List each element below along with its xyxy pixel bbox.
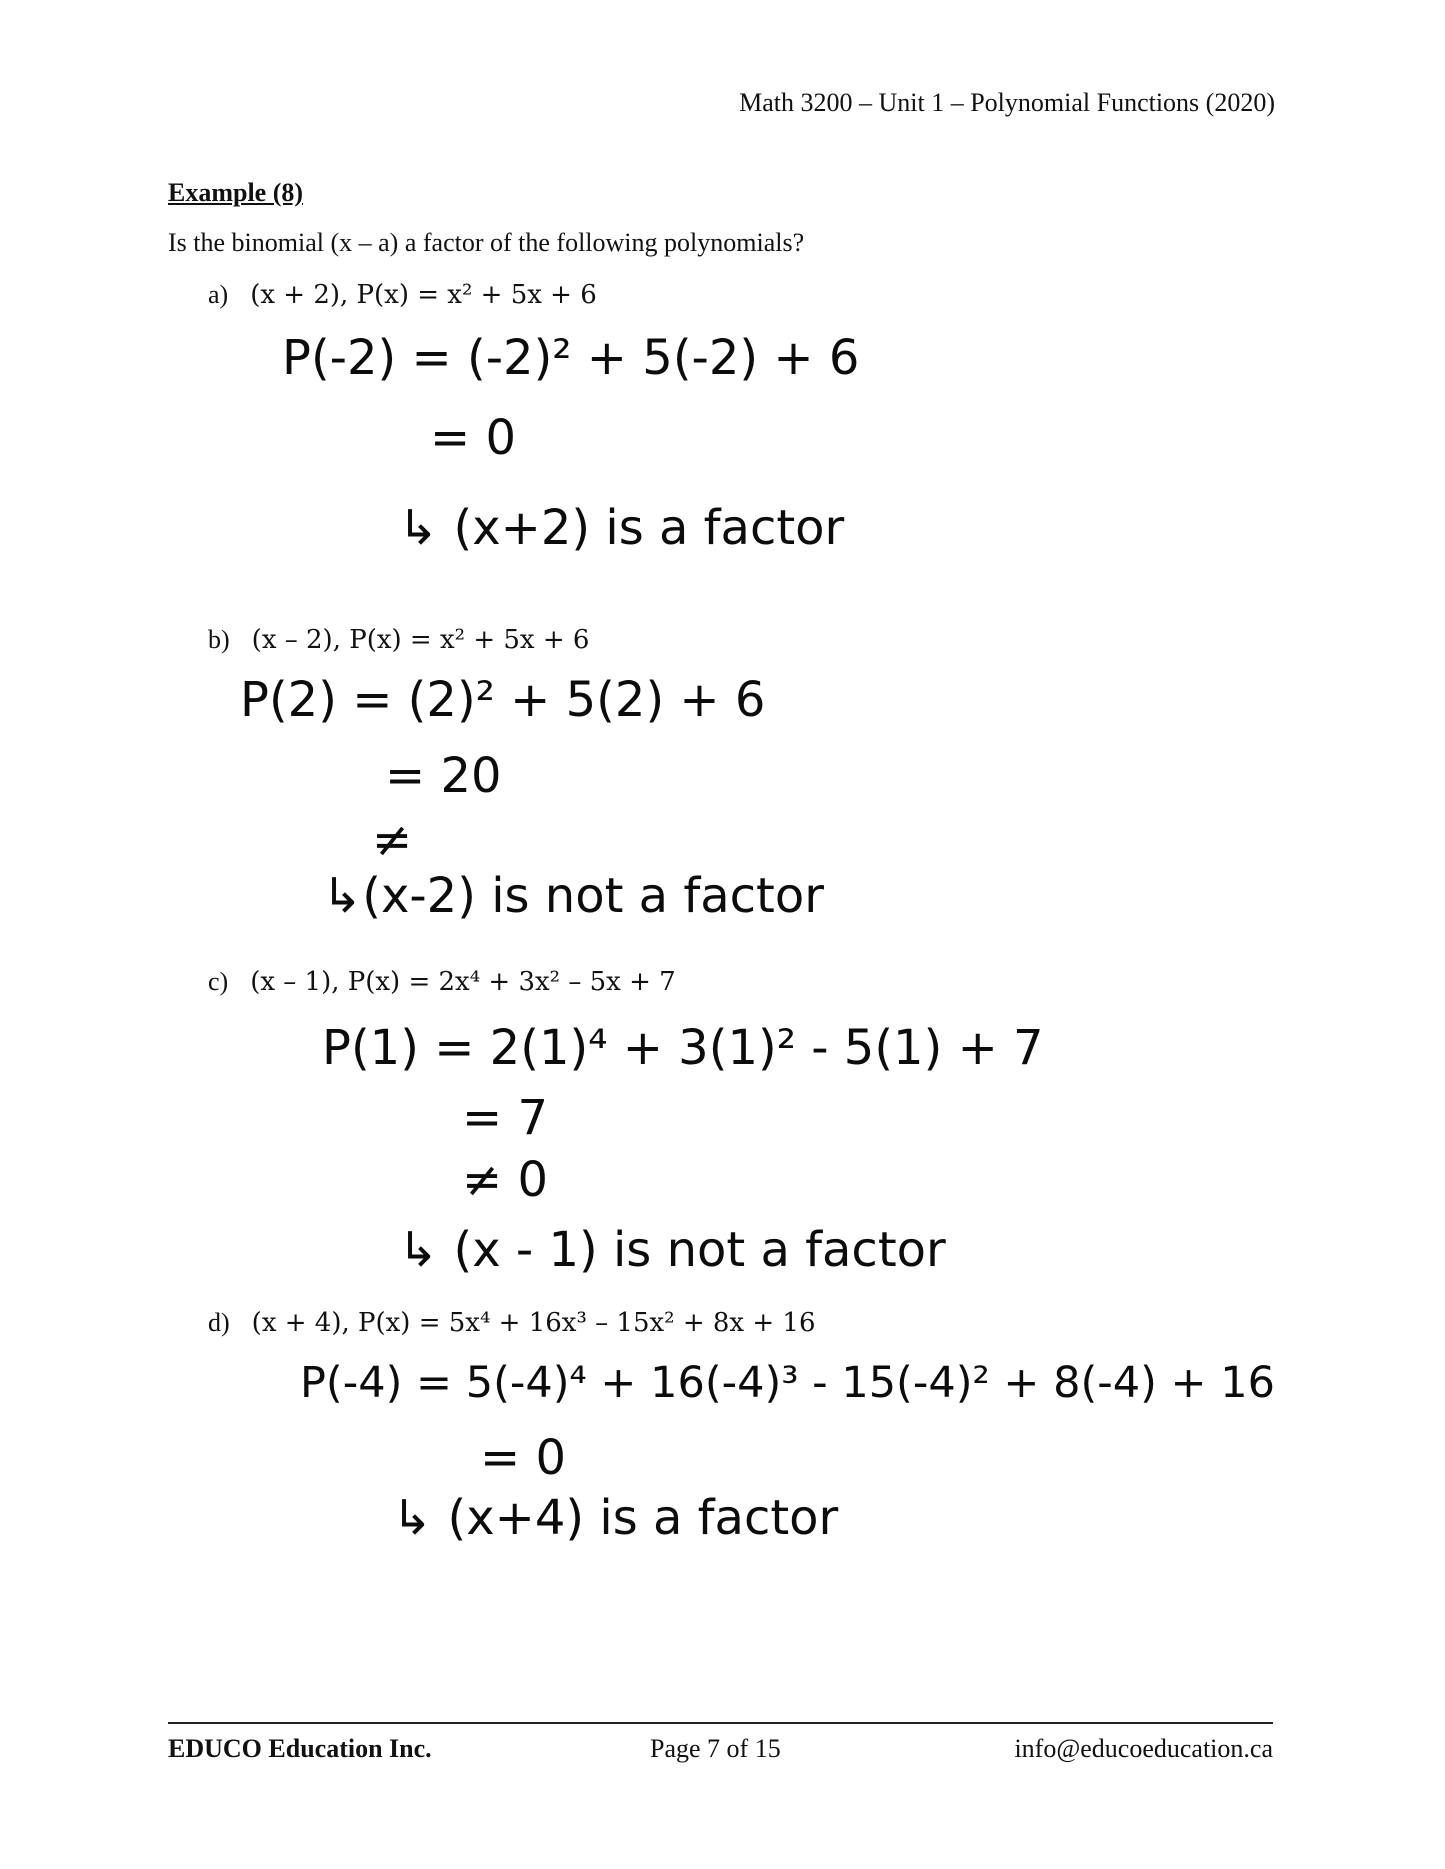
- part-b-work-line-2: = 20: [385, 748, 502, 804]
- footer-company: EDUCO Education Inc.: [168, 1734, 432, 1763]
- part-c-work-line-3: ≠ 0: [462, 1152, 549, 1208]
- part-a-work-line-1: P(-2) = (-2)² + 5(-2) + 6: [282, 330, 860, 386]
- part-c-statement: [208, 967, 676, 997]
- part-a-statement: [208, 280, 597, 310]
- example-title: Example (8): [168, 178, 304, 207]
- part-d-statement: [208, 1308, 816, 1338]
- footer-email: info@educoeducation.ca: [1014, 1734, 1273, 1763]
- part-d-label: d): [208, 1308, 230, 1337]
- part-d-work-line-2: = 0: [480, 1430, 567, 1486]
- part-b-work-line-1: P(2) = (2)² + 5(2) + 6: [240, 672, 766, 728]
- part-a-label: a): [208, 280, 229, 309]
- part-a-text: (x + 2), P(x) = x² + 5x + 6: [250, 280, 597, 310]
- part-c-work-line-1: P(1) = 2(1)⁴ + 3(1)² - 5(1) + 7: [322, 1020, 1044, 1076]
- example-question: Is the binomial (x – a) a factor of the following polynomials?: [168, 228, 805, 257]
- part-b-label: b): [208, 625, 230, 654]
- footer-page-number: Page 7 of 15: [650, 1734, 781, 1763]
- part-c-work-line-2: = 7: [462, 1090, 549, 1146]
- part-d-work-line-3: ↳ (x+4) is a factor: [392, 1490, 839, 1546]
- part-b-statement: [208, 625, 589, 655]
- part-b-work-line-4: ↳(x-2) is not a factor: [322, 868, 824, 924]
- part-d-text: (x + 4), P(x) = 5x⁴ + 16x³ – 15x² + 8x + 16: [251, 1308, 816, 1338]
- page-header: Math 3200 – Unit 1 – Polynomial Functions (2020): [739, 88, 1275, 117]
- part-a-work-line-3: ↳ (x+2) is a factor: [398, 500, 845, 556]
- part-b-text: (x – 2), P(x) = x² + 5x + 6: [251, 625, 590, 655]
- part-b-work-line-3: ≠: [372, 812, 413, 868]
- part-a-work-line-2: = 0: [430, 410, 517, 466]
- part-d-work-line-1: P(-4) = 5(-4)⁴ + 16(-4)³ - 15(-4)² + 8(-4) + 16: [300, 1358, 1275, 1408]
- part-c-label: c): [208, 967, 229, 996]
- footer-divider: [168, 1722, 1273, 1724]
- part-c-work-line-4: ↳ (x - 1) is not a factor: [398, 1222, 946, 1278]
- part-c-text: (x – 1), P(x) = 2x⁴ + 3x² – 5x + 7: [250, 967, 676, 997]
